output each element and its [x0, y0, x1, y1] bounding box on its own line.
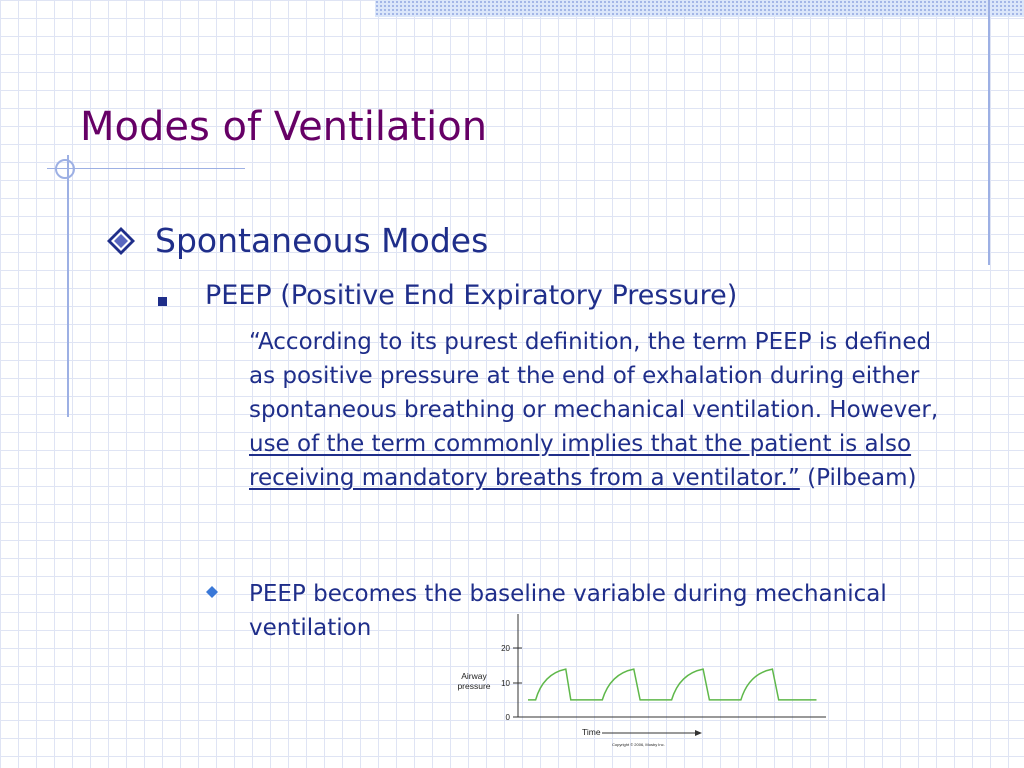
accent-line-left: [67, 155, 69, 417]
bullet-peep-baseline: PEEP becomes the baseline variable during mechanical ventilation: [249, 581, 887, 641]
small-diamond-bullet-icon: [206, 586, 218, 598]
pressure-wave-line: [528, 669, 817, 700]
time-arrow-head: [695, 730, 702, 736]
y-tick-label-20: 20: [501, 644, 510, 653]
y-ticks: [501, 644, 522, 722]
header-band: [375, 0, 1024, 17]
y-tick-label-0: 0: [505, 713, 510, 722]
diamond-bullet-icon: [106, 226, 136, 256]
pilbeam-quote: [249, 325, 949, 495]
quote-underlined-text: use of the term commonly implies that the patient is also receiving mandatory breaths from a ventilator.”: [249, 431, 912, 491]
quote-citation: (Pilbeam): [799, 465, 917, 491]
bullet-spontaneous-modes: Spontaneous Modes: [155, 221, 489, 260]
y-tick-label-10: 10: [501, 679, 510, 688]
slide-title: Modes of Ventilation: [80, 104, 488, 150]
square-bullet-icon: [158, 297, 167, 306]
y-axis-label: Airway pressure: [457, 671, 491, 691]
accent-ring: [55, 159, 75, 179]
x-axis-label: Time: [582, 727, 601, 737]
bullet-peep: PEEP (Positive End Expiratory Pressure): [205, 280, 738, 311]
accent-line-right: [988, 0, 990, 265]
accent-line-title: [47, 168, 245, 169]
airway-pressure-waveform: [444, 610, 836, 760]
copyright-caption: Copyright © 2006, Mosby Inc.: [612, 742, 665, 747]
quote-text: “According to its purest definition, the term PEEP is defined as positive pressure at the end of exhalation during either spontaneous breathing or mechanical ventilation. However,: [249, 329, 939, 423]
